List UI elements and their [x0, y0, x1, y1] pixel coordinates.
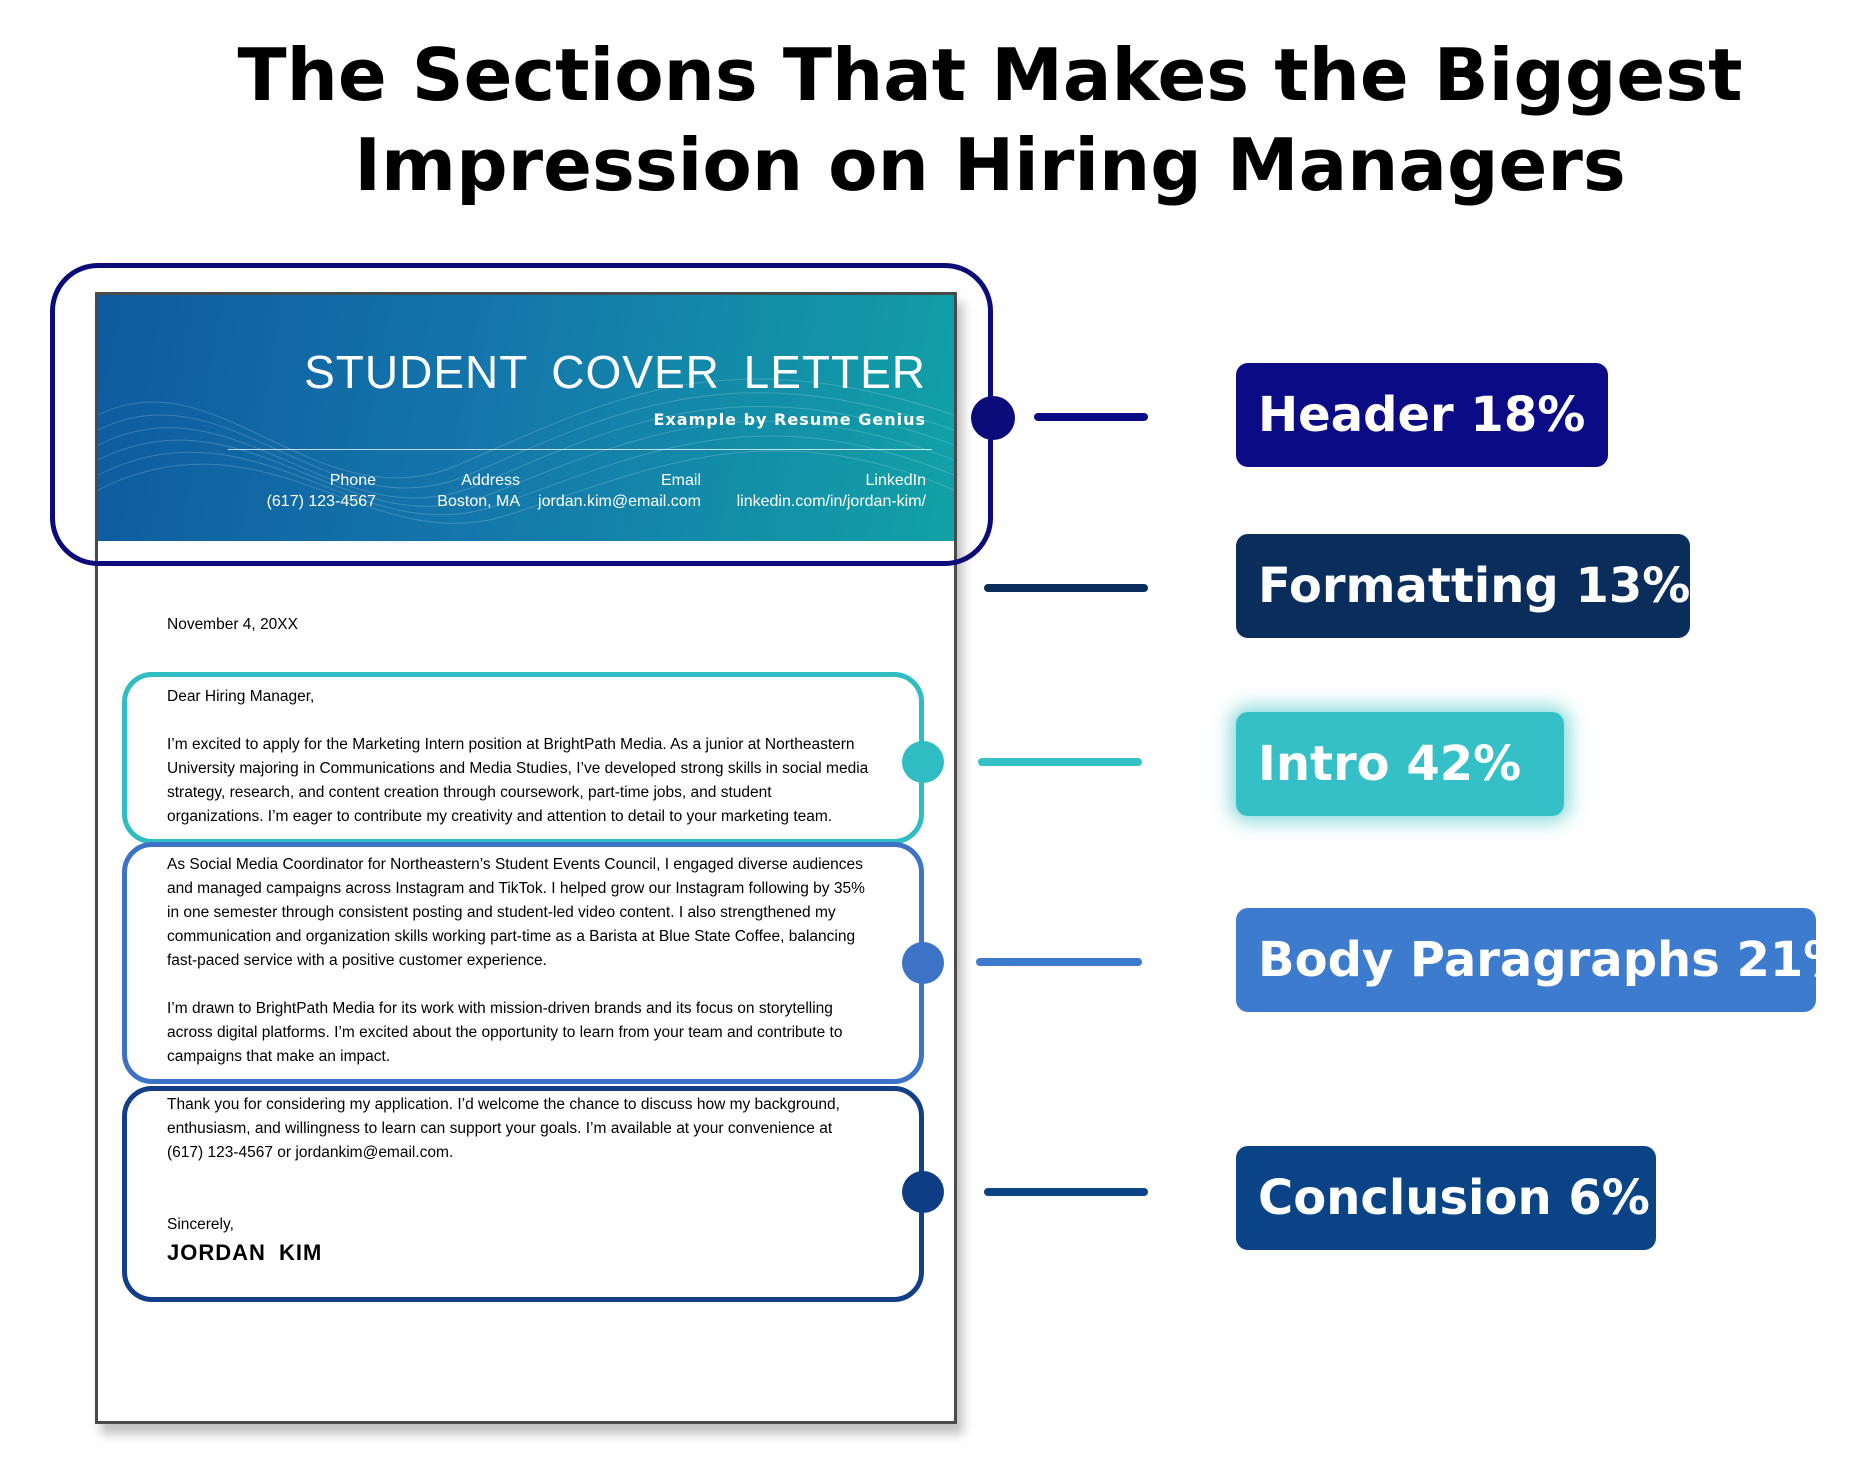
label-body-paragraphs: Body Paragraphs 21% — [1236, 908, 1816, 1012]
contact-label: Phone — [329, 472, 376, 489]
label-header: Header 18% — [1236, 363, 1608, 467]
header-marker-dot — [971, 396, 1015, 440]
intro-paragraph: I’m excited to apply for the Marketing Intern position at BrightPath Media. As a junior at Northeastern University majoring in Communications and Media Studies, I’ve developed strong skills in social media strategy, research, and content creation through coursework, part-time jobs, and student organizations. I’m eager to contribute my creativity and attention to detail to your marketing team. — [167, 736, 869, 825]
title-line-2: Impression on Hiring Managers — [354, 123, 1626, 207]
body-section-outline — [122, 842, 924, 1084]
letter-date: November 4, 20XX — [167, 616, 298, 633]
intro-section-outline — [122, 672, 924, 844]
label-intro: Intro 42% — [1236, 712, 1564, 816]
contact-value: linkedin.com/in/jordan-kim/ — [736, 493, 926, 510]
letter-title: STUDENT COVER LETTER — [304, 346, 926, 398]
letter-signature: JORDAN KIM — [167, 1240, 323, 1265]
contact-value: (617) 123-4567 — [266, 493, 376, 510]
conclusion-paragraph: Thank you for considering my application. I’d welcome the chance to discuss how my background, enthusiasm, and willingness to learn can support your goals. I’m available at your convenience at (617) 123-4567 or jordankim@email.com. — [167, 1096, 840, 1161]
contact-label: LinkedIn — [865, 472, 926, 489]
label-formatting: Formatting 13% — [1236, 534, 1690, 638]
title-line-1: The Sections That Makes the Biggest — [237, 33, 1743, 117]
conclusion-connector — [984, 1188, 1148, 1196]
conclusion-section-outline — [122, 1086, 924, 1302]
body-marker-dot — [902, 942, 944, 984]
formatting-connector — [984, 584, 1148, 592]
page-title — [0, 30, 1875, 210]
contact-value: jordan.kim@email.com — [538, 493, 701, 510]
contact-label: Address — [461, 472, 520, 489]
contact-value: Boston, MA — [437, 493, 520, 510]
header-section-outline — [50, 263, 993, 566]
body-connector — [976, 958, 1142, 966]
header-connector — [1034, 413, 1148, 421]
intro-connector — [978, 758, 1142, 766]
intro-marker-dot — [902, 741, 944, 783]
label-conclusion: Conclusion 6% — [1236, 1146, 1656, 1250]
body-paragraph-1: As Social Media Coordinator for Northeastern’s Student Events Council, I engaged diverse audiences and managed campaigns across Instagram and TikTok. I helped grow our Instagram following by 35% in one semester through consistent posting and student-led video content. I also strengthened my communication and organization skills working part-time as a Barista at Blue State Coffee, balancing fast-paced service with a positive customer experience. — [167, 856, 865, 969]
letter-subtitle: Example by Resume Genius — [653, 410, 926, 429]
contact-label: Email — [660, 472, 701, 489]
letter-greeting: Dear Hiring Manager, — [167, 688, 315, 705]
conclusion-marker-dot — [902, 1171, 944, 1213]
letter-signoff: Sincerely, — [167, 1216, 234, 1233]
body-paragraph-2: I’m drawn to BrightPath Media for its work with mission-driven brands and its focus on storytelling across digital platforms. I’m excited about the opportunity to learn from your team and contribute to campaigns that make an impact. — [167, 1000, 843, 1065]
